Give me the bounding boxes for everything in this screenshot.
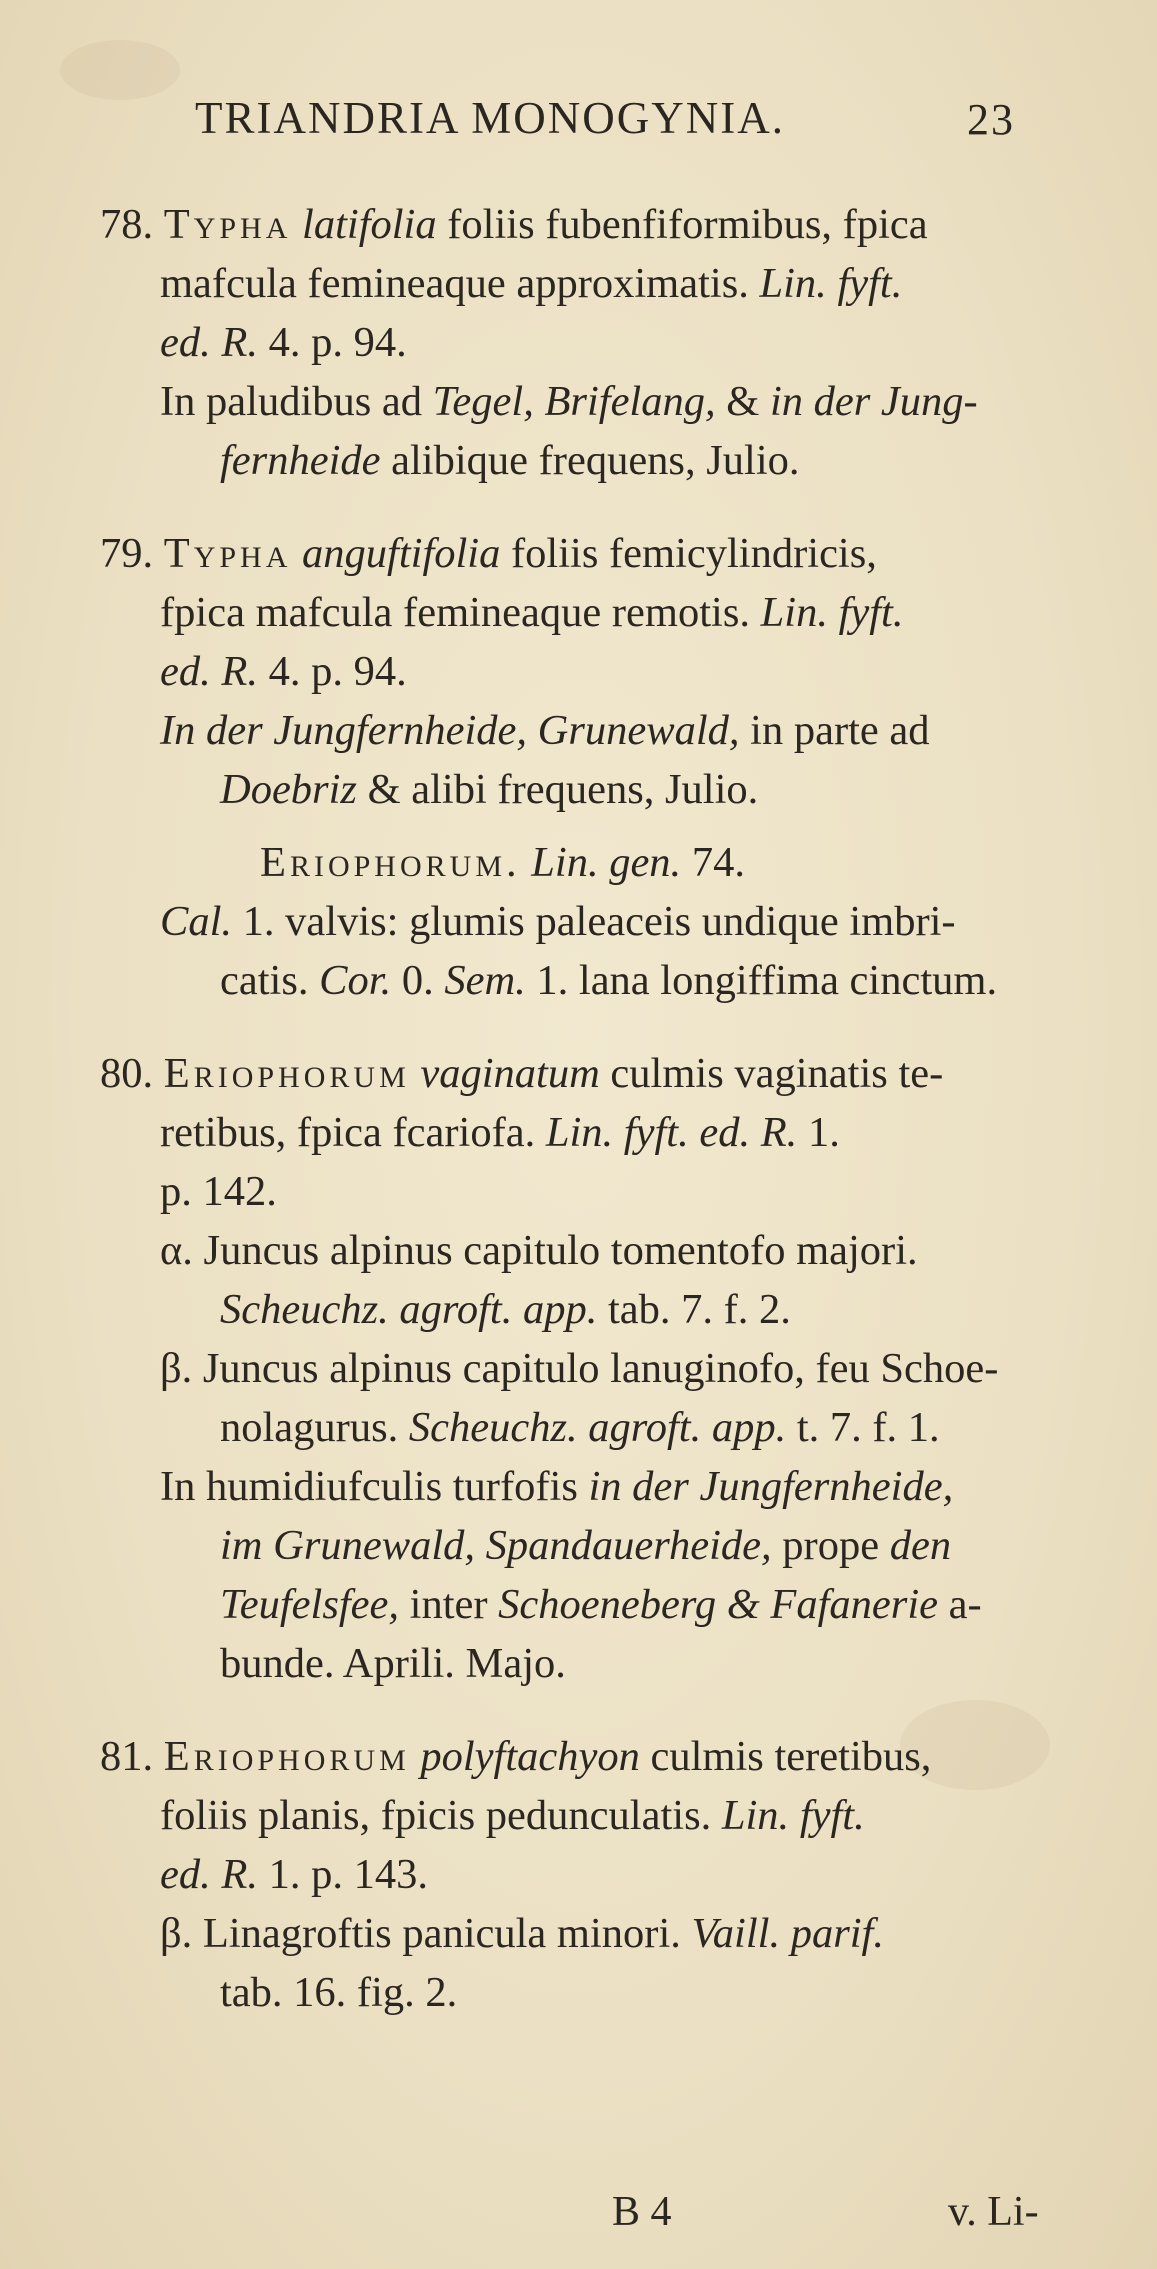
paper-stain xyxy=(60,40,180,100)
character-label: Cor. xyxy=(319,957,392,1004)
variety-symbol: β. xyxy=(160,1345,193,1392)
reference: fyft. xyxy=(623,1109,689,1156)
genus-name: Typha xyxy=(163,201,292,248)
locality-name: Doebriz xyxy=(220,766,357,813)
reference: Lin. xyxy=(721,1792,790,1839)
entry-number: 78. xyxy=(100,201,154,248)
genus-character xyxy=(100,892,1120,1010)
page-body xyxy=(100,195,1120,2022)
habitat-part: alibique frequens, Julio. xyxy=(391,437,800,484)
species-entry-78 xyxy=(100,195,1120,490)
diagnosis-line: foliis femicylindricis, xyxy=(511,530,877,577)
habitat-part: a- xyxy=(948,1581,982,1628)
character-label: Cal. xyxy=(160,898,233,945)
reference: Lin. gen. xyxy=(531,839,682,886)
reference: 1. xyxy=(807,1109,840,1156)
reference: 4. p. 94. xyxy=(268,648,407,695)
locality-name: Grunewald, xyxy=(537,707,740,754)
locality-name: Tegel, xyxy=(432,378,534,425)
entry-number: 81. xyxy=(100,1733,154,1780)
genus-title: Eriophorum. xyxy=(260,839,521,886)
variety-beta xyxy=(100,1904,1120,2022)
habitat-part: & xyxy=(726,1581,760,1628)
diagnosis-line: fpica mafcula femineaque remotis. xyxy=(160,589,750,636)
running-title: TRIANDRIA MONOGYNIA. xyxy=(195,93,785,143)
locality-name: Schoeneberg xyxy=(498,1581,717,1628)
habitat-text xyxy=(100,701,1120,819)
locality-name: im Grunewald, xyxy=(220,1522,475,1569)
variety-symbol: α. xyxy=(160,1227,193,1274)
species-entry-81 xyxy=(100,1727,1120,2022)
habitat-text xyxy=(100,372,1120,490)
character-text: 0. xyxy=(401,957,434,1004)
reference: Vaill. parif. xyxy=(691,1910,884,1957)
habitat-part: in parte ad xyxy=(750,707,930,754)
diagnosis-line: foliis planis, fpicis pedunculatis. xyxy=(160,1792,712,1839)
reference: Lin. xyxy=(760,589,828,636)
reference: Lin. xyxy=(545,1109,614,1156)
locality-name: in der Jungfernheide, xyxy=(588,1463,954,1510)
page-footer xyxy=(0,2188,1157,2248)
entry-number: 80. xyxy=(100,1050,154,1097)
variety-text: nolagurus. xyxy=(220,1404,399,1451)
locality-name: in der Jung- xyxy=(769,378,978,425)
reference: ed. R. xyxy=(160,648,258,695)
habitat-part: In humidiufculis turfofis xyxy=(160,1463,578,1510)
genus-heading xyxy=(100,833,1120,892)
reference: 74. xyxy=(691,839,745,886)
species-name: polyftachyon xyxy=(420,1733,640,1780)
habitat-part: bunde. Aprili. Majo. xyxy=(220,1640,566,1687)
variety-beta xyxy=(100,1339,1120,1457)
habitat-part: inter xyxy=(409,1581,488,1628)
locality-name: fernheide xyxy=(220,437,381,484)
genus-name: Typha xyxy=(163,530,292,577)
locality-name: In der Jungfernheide, xyxy=(160,707,528,754)
entry-heading xyxy=(100,1044,1120,1221)
genus-name: Eriophorum xyxy=(163,1050,410,1097)
entry-heading xyxy=(100,524,1120,701)
locality-name: den xyxy=(889,1522,952,1569)
character-label: Sem. xyxy=(444,957,526,1004)
habitat-part: prope xyxy=(782,1522,880,1569)
species-name: anguftifolia xyxy=(302,530,501,577)
diagnosis-line: culmis teretibus, xyxy=(650,1733,932,1780)
diagnosis-line: retibus, fpica fcariofa. xyxy=(160,1109,536,1156)
catchword: v. Li- xyxy=(948,2189,1039,2235)
character-text: 1. valvis: glumis paleaceis undique imbri- xyxy=(242,898,956,945)
variety-text: Juncus alpinus capitulo tomentofo majori. xyxy=(203,1227,918,1274)
diagnosis-line: foliis fubenfiformibus, fpica xyxy=(447,201,928,248)
reference: fyft. xyxy=(838,589,904,636)
locality-name: Fafanerie xyxy=(770,1581,938,1628)
species-entry-79 xyxy=(100,524,1120,819)
genus-name: Eriophorum xyxy=(163,1733,410,1780)
reference: ed. R. xyxy=(160,319,258,366)
signature-mark: B 4 xyxy=(612,2189,672,2235)
reference: p. 142. xyxy=(160,1168,277,1215)
variety-symbol: β. xyxy=(160,1910,193,1957)
reference: Lin. xyxy=(759,260,827,307)
habitat-text xyxy=(100,1457,1120,1693)
diagnosis-line: mafcula femineaque approximatis. xyxy=(160,260,749,307)
reference: fyft. xyxy=(799,1792,865,1839)
locality-name: Spandauerheide, xyxy=(485,1522,772,1569)
entry-heading xyxy=(100,195,1120,372)
reference: ed. R. xyxy=(160,1851,258,1898)
reference: Scheuchz. agroft. app. xyxy=(220,1286,598,1333)
habitat-part: & alibi frequens, Julio. xyxy=(367,766,759,813)
reference: fyft. xyxy=(837,260,903,307)
reference: 1. p. 143. xyxy=(268,1851,428,1898)
locality-name: Brifelang, xyxy=(544,378,716,425)
running-header xyxy=(195,92,1015,152)
reference: t. 7. f. 1. xyxy=(796,1404,940,1451)
reference: 4. p. 94. xyxy=(268,319,407,366)
reference: tab. 7. f. 2. xyxy=(607,1286,791,1333)
reference: tab. 16. fig. 2. xyxy=(220,1969,458,2016)
character-text: catis. xyxy=(220,957,309,1004)
variety-text: Linagroftis panicula minori. xyxy=(202,1910,681,1957)
species-entry-80 xyxy=(100,1044,1120,1693)
reference: Scheuchz. agroft. app. xyxy=(408,1404,787,1451)
locality-name: Teufelsfee, xyxy=(220,1581,400,1628)
diagnosis-line: culmis vaginatis te- xyxy=(610,1050,944,1097)
entry-number: 79. xyxy=(100,530,154,577)
species-name: vaginatum xyxy=(420,1050,600,1097)
habitat-part: In paludibus ad xyxy=(160,378,423,425)
page-number: 23 xyxy=(967,95,1015,144)
variety-text: Juncus alpinus capitulo lanuginofo, feu Schoe- xyxy=(202,1345,999,1392)
variety-alpha xyxy=(100,1221,1120,1339)
reference: ed. xyxy=(699,1109,751,1156)
habitat-part: & xyxy=(726,378,760,425)
species-name: latifolia xyxy=(302,201,437,248)
character-text: 1. lana longiffima cinctum. xyxy=(536,957,998,1004)
genus-block-eriophorum xyxy=(100,833,1120,1010)
entry-heading xyxy=(100,1727,1120,1904)
reference: R. xyxy=(760,1109,798,1156)
